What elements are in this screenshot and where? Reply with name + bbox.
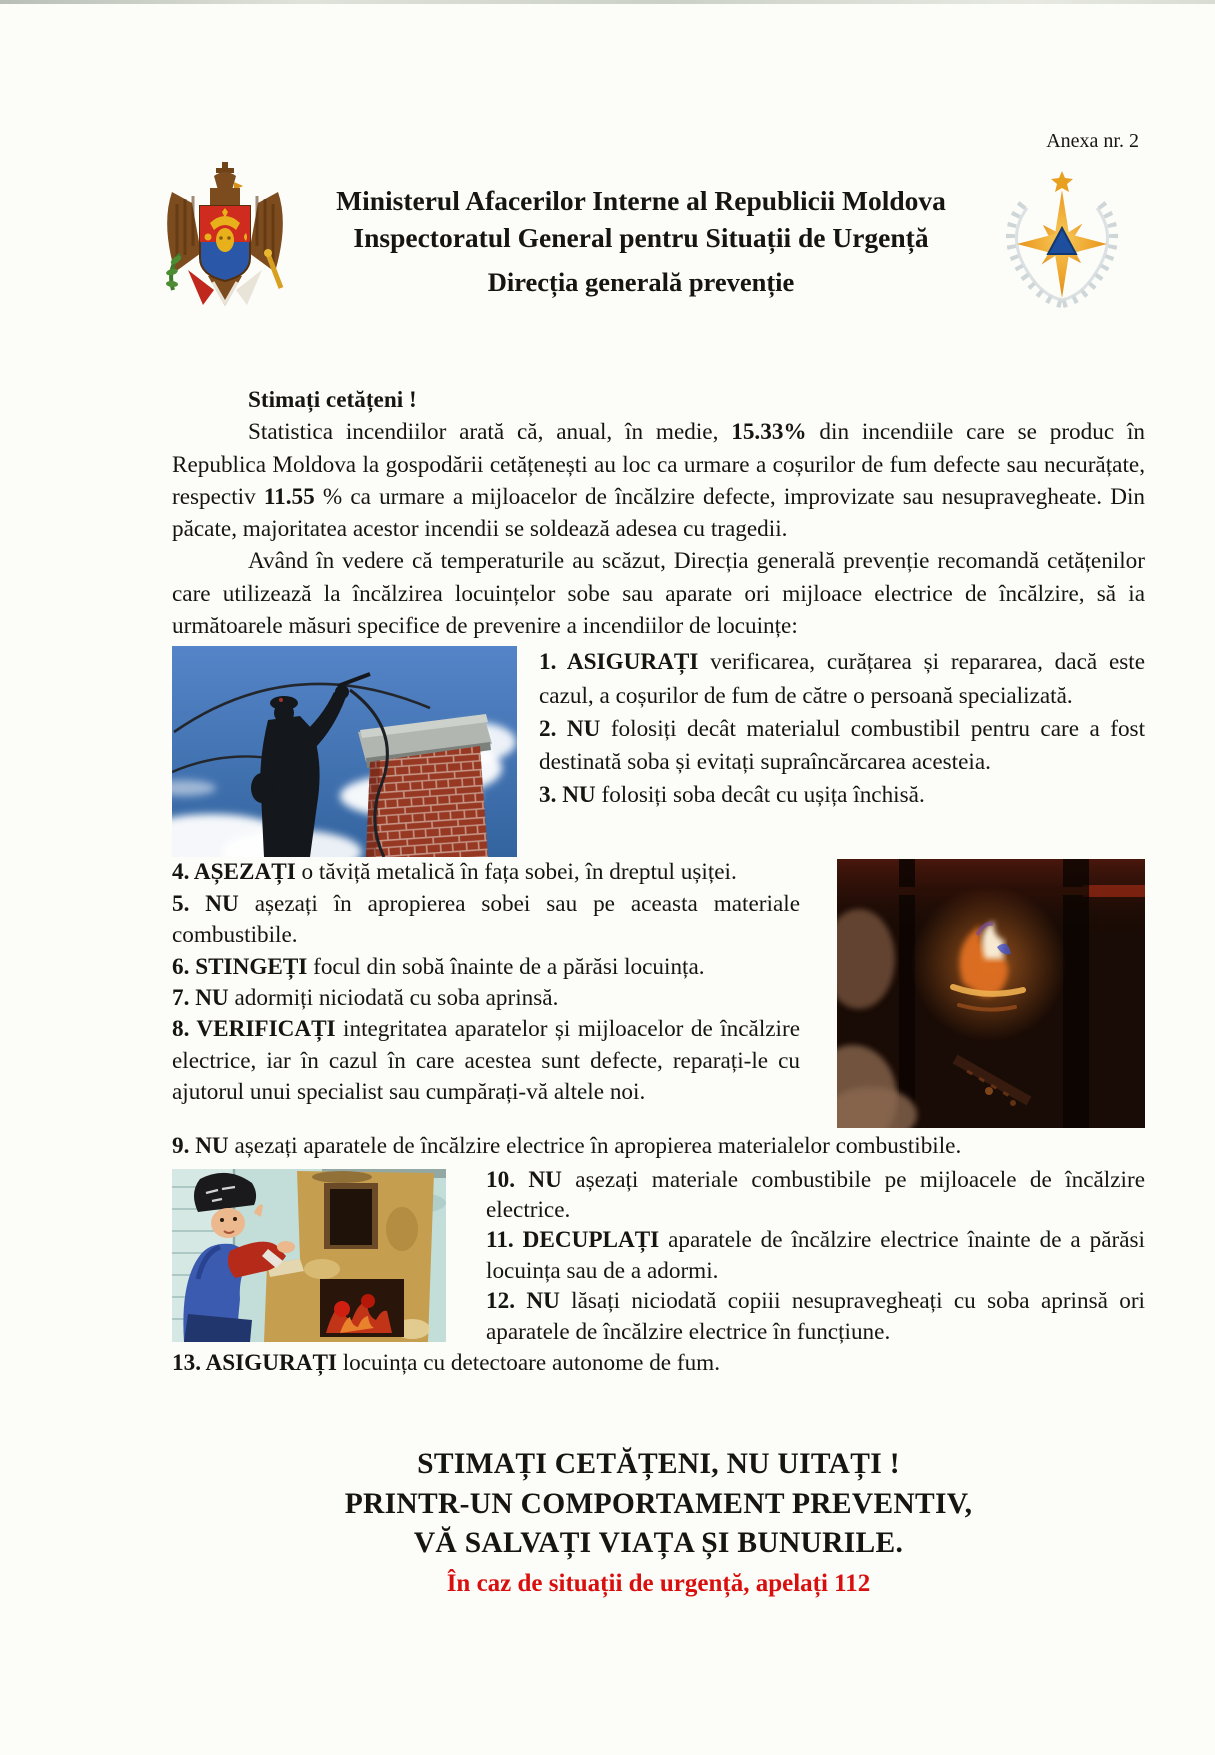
list-item: [172, 983, 800, 1014]
list-item: [172, 952, 800, 983]
paragraph-recommendation: Având în vedere că temperaturile au scăzut, Direcția generală prevenție recomandă cetățenilor care utilizează la încălzirea locuințelor sobe sau aparate ori mijloace electrice de încălzire, să ia următoarele măsuri specifice de prevenire a incendiilor de locuințe:: [172, 548, 1145, 640]
statistic-value-2: 11.55: [263, 483, 315, 510]
content-row-3: [172, 1165, 1145, 1347]
item-keyword: 5. NU: [172, 890, 239, 917]
list-item: [172, 1014, 800, 1108]
list-item: [539, 713, 1145, 779]
header-line-3: Direcția generală prevenție: [487, 267, 795, 297]
header-line-2: Inspectoratul General pentru Situații de Urgență: [353, 222, 929, 253]
list-item: [539, 646, 1145, 712]
content-row-2: [172, 857, 1145, 1128]
moldova-coat-of-arms-logo: [158, 160, 292, 314]
footer-line-1: STIMAȚI CETĂȚENI, NU UITAȚI !: [417, 1448, 900, 1481]
paragraph-segment: % ca urmare a mijloacelor de încălzire defecte, improvizate sau nesupravegheate. Din păcate, majoritatea acestor incendii se soldează adesea cu tragedii.: [172, 483, 1145, 543]
list-item: [172, 889, 800, 952]
list-item: [486, 1286, 1145, 1347]
paragraph-segment: din incendiile care se produc în Republica Moldova la gospodării cetățenești au loc ca urmare a coșurilor de fum defecte sau necurățate, respectiv: [172, 419, 1145, 510]
item-text: aparatele de încălzire electrice înainte de a părăsi locuința sau de a adormi.: [486, 1227, 1146, 1284]
item-text: așezați materiale combustibile pe mijloacele de încălzire electrice.: [486, 1166, 1145, 1224]
item-text: lăsați niciodată copiii nesupravegheați cu soba aprinsă ori aparatele de încălzire electrice în funcțiune.: [486, 1288, 1145, 1345]
paragraph-segment: Statistica incendiilor arată că, anual, în medie,: [248, 419, 732, 446]
item-keyword: 10. NU: [486, 1166, 562, 1193]
igsu-emblem-logo: [983, 168, 1141, 316]
item-text: focul din sobă înainte de a părăsi locuința.: [313, 953, 705, 980]
annex-label: Anexa nr. 2: [1046, 130, 1139, 152]
fire-burning-in-stove-photo: [837, 859, 1145, 1128]
list-item: [172, 1347, 1145, 1379]
list-item: [172, 857, 800, 888]
footer-line-3: VĂ SALVAȚI VIAȚA ȘI BUNURILE.: [413, 1527, 904, 1560]
item-text: adormiți niciodată cu soba aprinsă.: [234, 985, 559, 1011]
item-keyword: 3. NU: [539, 782, 596, 809]
item-keyword: 6. STINGEȚI: [172, 953, 308, 980]
item-keyword: 11. DECUPLAȚI: [486, 1227, 660, 1254]
item-text: folosiți decât materialul combustibil pentru care a fost destinată soba și evitați supraîncărcarea acesteia.: [539, 715, 1146, 775]
item-keyword: 2. NU: [539, 715, 601, 742]
item-text: verificarea, curățarea și repararea, dacă este cazul, a coșurilor de fum de către o persoană specializată.: [539, 649, 1145, 709]
scan-artifact-line: [0, 0, 1215, 4]
statistic-value-1: 15.33%: [731, 419, 807, 446]
item-text: o tăviță metalică în fața sobei, în dreptul ușiței.: [301, 859, 737, 886]
list-item: [172, 1130, 1145, 1162]
item-keyword: 8. VERIFICAȚI: [172, 1016, 336, 1043]
emergency-number-line: În caz de situații de urgență, apelați 112: [446, 1569, 871, 1597]
header-line-1: Ministerul Afacerilor Interne al Republicii Moldova: [336, 185, 946, 216]
item-keyword: 9. NU: [172, 1133, 229, 1160]
list-item: [539, 779, 1145, 812]
item-keyword: 13. ASIGURAȚI: [172, 1350, 337, 1377]
content-row-1: [172, 646, 1145, 857]
item-text: așezați aparatele de încălzire electrice în apropierea materialelor combustibile.: [234, 1133, 962, 1160]
item-keyword: 4. AȘEZAȚI: [172, 859, 296, 886]
footer-line-2: PRINTR-UN COMPORTAMENT PREVENTIV,: [344, 1487, 973, 1520]
list-item: [486, 1165, 1145, 1226]
item-text: așezați în apropierea sobei sau pe aceasta materiale combustibile.: [172, 890, 800, 949]
items-10-12: [486, 1165, 1145, 1347]
child-near-rustic-stove-photo: [172, 1169, 446, 1342]
item-keyword: 12. NU: [486, 1288, 560, 1315]
item-keyword: 7. NU: [172, 985, 229, 1011]
chimney-sweep-on-roof-photo: [172, 646, 517, 857]
document-body: [172, 384, 1145, 1601]
list-item: [486, 1225, 1145, 1286]
footer-call-to-action: [172, 1445, 1145, 1601]
salutation: Stimați cetățeni !: [248, 387, 417, 413]
document-header: [296, 182, 986, 298]
item-text: locuința cu detectoare autonome de fum.: [342, 1350, 721, 1377]
paragraph-statistics: [172, 416, 1145, 545]
item-text: folosiți soba decât cu ușița închisă.: [601, 782, 925, 809]
item-keyword: 1. ASIGURAȚI: [539, 649, 699, 676]
items-1-3: [539, 646, 1145, 812]
items-4-8: [172, 857, 800, 1108]
item-text: integritatea aparatelor și mijloacelor de încălzire electrice, iar în cazul în care acestea sunt defecte, reparați-le cu ajutorul unui specialist sau cumpărați-vă altele noi.: [172, 1016, 801, 1106]
